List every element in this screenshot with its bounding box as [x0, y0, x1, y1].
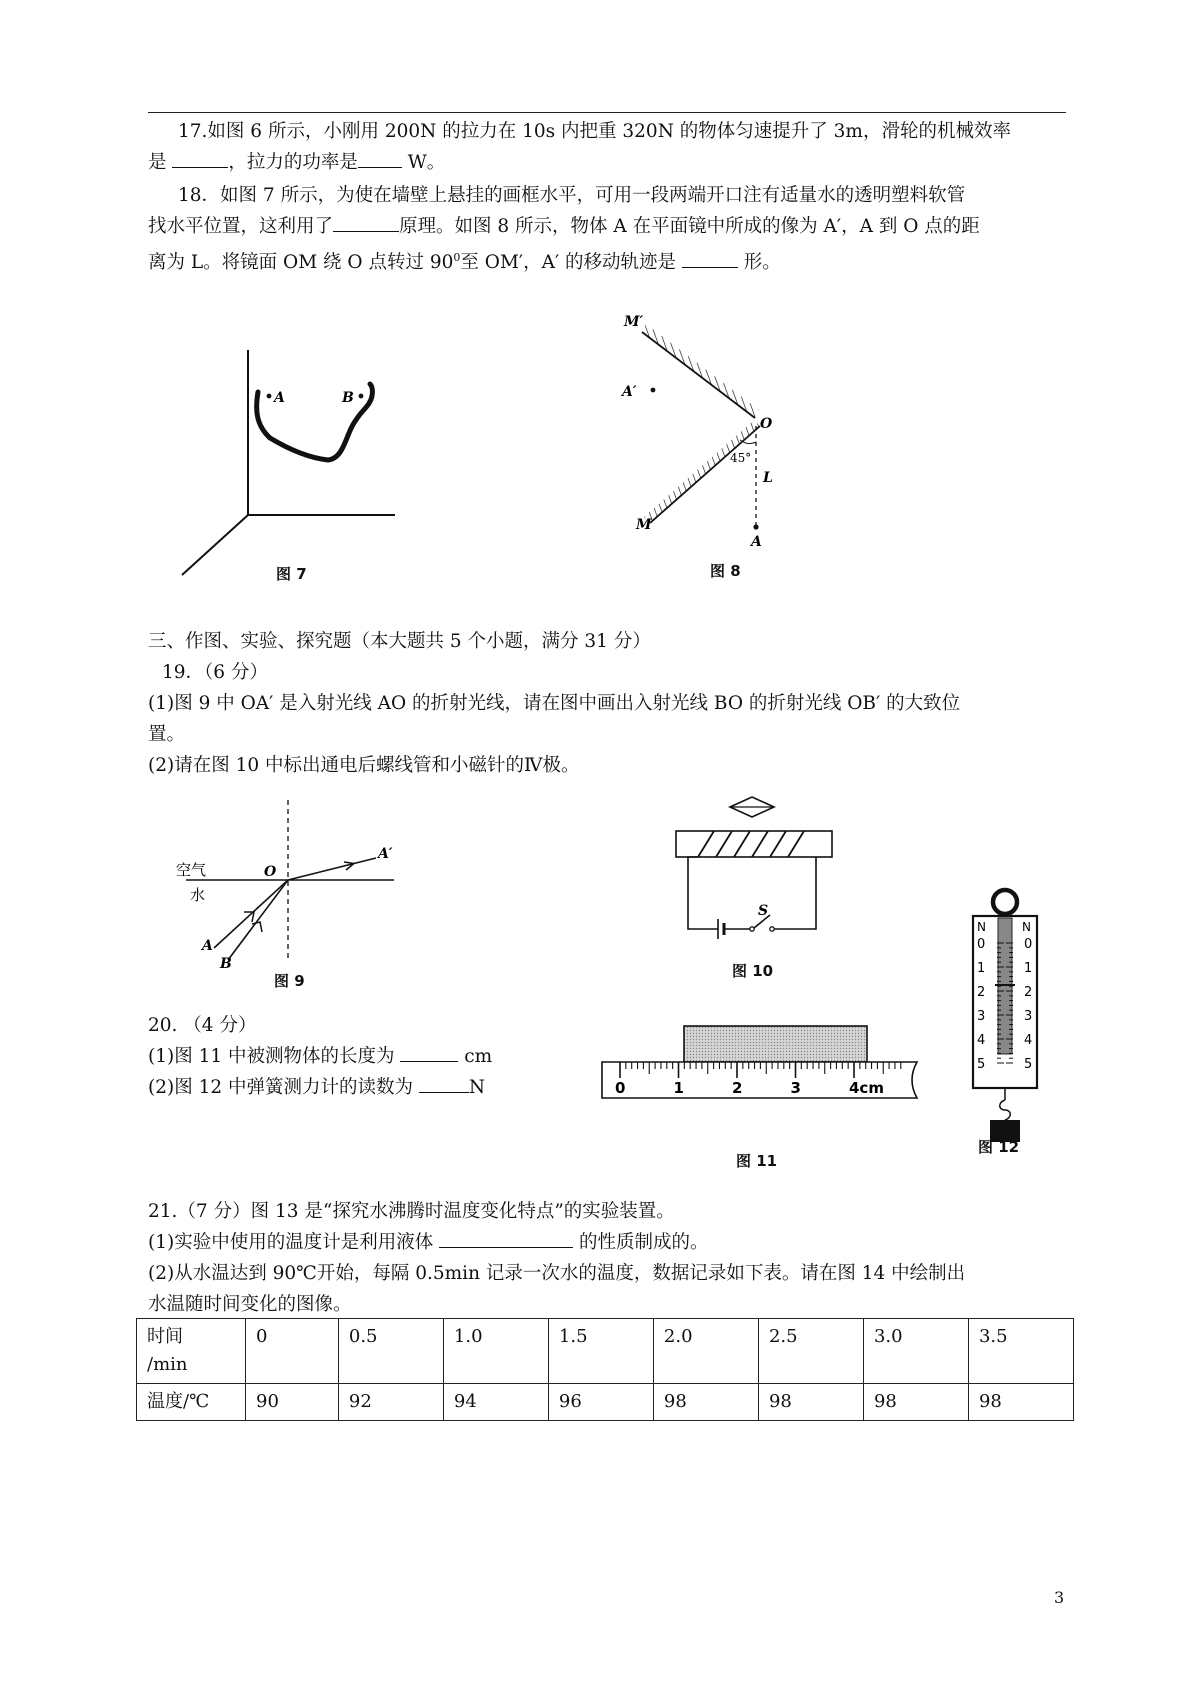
fig9-label-air: 空气 — [176, 861, 207, 879]
incident-ray-bo — [228, 880, 288, 960]
figure-8-drawing — [620, 310, 780, 550]
figure-9-caption: 图 9 — [274, 972, 305, 990]
scale-hook — [1000, 1100, 1011, 1120]
table-cell: 98 — [968, 1384, 1073, 1421]
figure-11 — [602, 1026, 922, 1126]
figure-12-caption: 图 12 — [978, 1138, 1020, 1156]
ruler-tick-label: 1 — [673, 1079, 684, 1097]
q17-line1: 17.如图 6 所示，小刚用 200N 的拉力在 10s 内把重 320N 的物体匀速提升了 3m，滑轮的机械效率 — [178, 121, 1011, 142]
figure-12 — [970, 888, 1040, 1158]
table-row — [137, 1384, 1074, 1421]
table-cell: 98 — [653, 1384, 758, 1421]
question-18: 18．如图 7 所示，为使在墙壁上悬挂的画框水平，可用一段两端开口注有适量水的透明塑料软管 找水平位置，这利用了 原理。如图 8 所示，物体 A 在平面镜中所成的像为 A′，A 到 O 点的距 离为 L。将镜面 OM 绕 O 点转过 $90^0$至 OM′，A′ 的移动轨迹是 形。 — [148, 185, 980, 274]
fig9-label-o: O — [264, 864, 277, 880]
fig8-label-m-prime: M′ — [624, 314, 644, 330]
image-a-prime-dot — [651, 388, 656, 393]
figure-7-caption: 图 7 — [276, 565, 307, 583]
fig7-label-a: A — [274, 390, 285, 406]
table-cell: 92 — [338, 1384, 443, 1421]
table-cell: 2.5 — [758, 1319, 863, 1384]
figure-7-drawing — [160, 350, 400, 580]
table-row — [137, 1319, 1074, 1384]
fig8-label-o: O — [760, 416, 773, 432]
fig8-label-a: A — [751, 534, 762, 550]
object-a-dot — [753, 524, 758, 529]
section-3-title: 三、作图、实验、探究题（本大题共 5 个小题，满分 31 分） — [148, 631, 651, 652]
refracted-ray-oa-prime — [288, 858, 376, 880]
fig9-label-a-prime: A′ — [378, 846, 393, 862]
table-cell: 98 — [863, 1384, 968, 1421]
ruler-tick-label: 0 — [615, 1079, 626, 1097]
incident-ray-ao — [214, 880, 288, 948]
fig10-label-s: S — [758, 903, 769, 919]
fig12-unit-right: N — [1022, 920, 1031, 934]
fig8-label-m: M — [636, 517, 652, 533]
scale-label-left: 2 — [977, 985, 986, 1000]
time-header: 时间 /min — [137, 1319, 246, 1384]
question-17: 17.如图 6 所示，小刚用 200N 的拉力在 10s 内把重 320N 的物体匀速提升了 3m，滑轮的机械效率 是 ，拉力的功率是 W。 — [148, 121, 1011, 173]
scale-label-right: 1 — [1024, 961, 1033, 976]
fig8-label-l: L — [763, 470, 773, 486]
scale-label-left: 5 — [977, 1057, 986, 1072]
scale-label-left: 1 — [977, 961, 986, 976]
page-number: 3 — [1054, 1588, 1065, 1607]
table-cell: 1.5 — [548, 1319, 653, 1384]
figure-11-drawing — [602, 1026, 922, 1126]
q17-blank-efficiency[interactable] — [172, 147, 228, 168]
scale-label-right: 3 — [1024, 1009, 1033, 1024]
scale-label-right: 0 — [1024, 937, 1033, 952]
scale-label-left: 0 — [977, 937, 986, 952]
table-cell: 1.0 — [443, 1319, 548, 1384]
figure-8 — [620, 310, 780, 550]
measured-object — [684, 1026, 867, 1062]
table-cell: 0.5 — [338, 1319, 443, 1384]
question-19: 19．（6 分） (1)图 9 中 OA′ 是入射光线 AO 的折射光线，请在图中画出入射光线 BO 的折射光线 OB′ 的大致位 置。 (2)请在图 10 中标出通电后螺线管和小磁针的Ⅳ极。 — [148, 662, 961, 776]
table-cell: 2.0 — [653, 1319, 758, 1384]
figure-11-caption: 图 11 — [736, 1152, 778, 1170]
q17-blank-power[interactable] — [358, 147, 402, 168]
q18-blank-trajectory[interactable] — [682, 247, 738, 268]
fig9-label-water: 水 — [190, 886, 206, 904]
question-20: 20. （4 分） (1)图 11 中被测物体的长度为 cm (2)图 12 中弹簧测力计的读数为 N — [148, 1015, 493, 1098]
figure-7 — [160, 350, 400, 580]
fig9-label-a: A — [202, 938, 213, 954]
table-cell: 3.5 — [968, 1319, 1073, 1384]
figure-10-drawing — [670, 795, 840, 935]
scale-ring — [993, 890, 1017, 914]
figure-8-caption: 图 8 — [710, 562, 741, 580]
fig8-label-angle: 45° — [730, 451, 752, 465]
table-cell: 90 — [246, 1384, 339, 1421]
question-21: 21.（7 分）图 13 是“探究水沸腾时温度变化特点”的实验装置。 (1)实验中使用的温度计是利用液体 的性质制成的。 (2)从水温达到 90℃开始，每隔 0.5min 记录一次水的温度，数据记录如下表。请在图 14 中绘制出 水温随时间变化的图像。 — [148, 1201, 966, 1315]
figure-10-caption: 图 10 — [732, 962, 774, 980]
table-cell: 98 — [758, 1384, 863, 1421]
figure-9-drawing — [176, 800, 406, 970]
q18-blank-principle[interactable] — [333, 211, 399, 232]
temp-header: 温度/℃ — [137, 1384, 246, 1421]
figure-10 — [670, 795, 840, 935]
scale-label-left: 4 — [977, 1033, 986, 1048]
table-cell: 0 — [246, 1319, 339, 1384]
figure-12-drawing — [970, 888, 1040, 1158]
q21-blank-property[interactable] — [439, 1227, 573, 1248]
fig9-label-b: B — [220, 956, 232, 972]
fig12-unit-left: N — [977, 920, 986, 934]
scale-label-right: 5 — [1024, 1057, 1033, 1072]
fig8-label-a-prime: A′ — [622, 384, 637, 400]
table-cell: 96 — [548, 1384, 653, 1421]
ruler-tick-label: 4cm — [849, 1079, 884, 1097]
figure-9 — [176, 800, 406, 970]
fig7-label-b: B — [342, 390, 354, 406]
q20-blank-length[interactable] — [400, 1041, 458, 1062]
scale-label-left: 3 — [977, 1009, 986, 1024]
ruler-tick-label: 3 — [790, 1079, 801, 1097]
ruler-tick-label: 2 — [732, 1079, 743, 1097]
header-rule — [148, 112, 1066, 113]
q20-blank-force[interactable] — [419, 1072, 469, 1093]
table-cell: 94 — [443, 1384, 548, 1421]
temperature-table — [136, 1318, 1074, 1421]
scale-label-right: 4 — [1024, 1033, 1033, 1048]
table-cell: 3.0 — [863, 1319, 968, 1384]
scale-label-right: 2 — [1024, 985, 1033, 1000]
